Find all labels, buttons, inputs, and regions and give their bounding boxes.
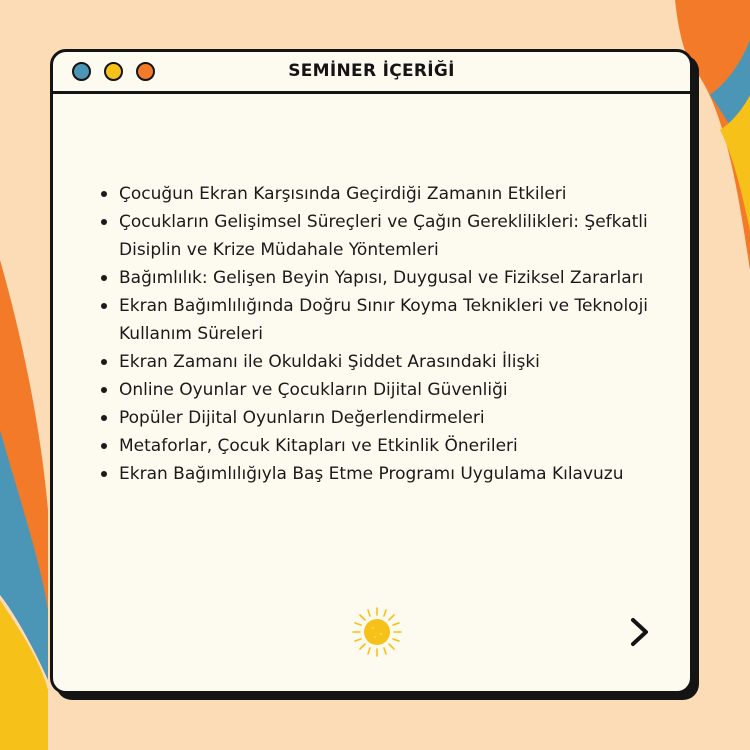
list-item-text: Çocuğun Ekran Karşısında Geçirdiği Zamanın Etkileri [119,184,567,204]
window-title: SEMİNER İÇERİĞİ [288,61,455,81]
bullet-icon [101,219,107,225]
list-item-text: Bağımlılık: Gelişen Beyin Yapısı, Duygusal ve Fiziksel Zararları [119,268,644,288]
seminar-content-list [101,180,661,488]
seminar-window [50,49,693,694]
list-item [101,208,661,264]
bullet-icon [101,191,107,197]
list-item [101,432,661,460]
chevron-right-icon[interactable] [627,616,653,648]
list-item-text: Çocukların Gelişimsel Süreçleri ve Çağın Gereklilikleri: Şefkatli Disiplin ve Krize Müdahale Yöntemleri [119,212,648,260]
bullet-icon [101,443,107,449]
bullet-icon [101,303,107,309]
bullet-icon [101,471,107,477]
list-item-text: Online Oyunlar ve Çocukların Dijital Güvenliği [119,380,508,400]
list-item [101,180,661,208]
list-item-text: Popüler Dijital Oyunların Değerlendirmeleri [119,408,485,428]
bullet-icon [101,359,107,365]
list-item [101,348,661,376]
list-item-text: Ekran Bağımlılığıyla Baş Etme Programı Uygulama Kılavuzu [119,464,624,484]
list-item [101,404,661,432]
bullet-icon [101,387,107,393]
list-item [101,264,661,292]
list-item-text: Ekran Zamanı ile Okuldaki Şiddet Arasındaki İlişki [119,352,540,372]
list-item [101,292,661,348]
list-item [101,460,661,488]
list-item-text: Metaforlar, Çocuk Kitapları ve Etkinlik Önerileri [119,436,518,456]
sun-icon [351,606,403,658]
list-item-text: Ekran Bağımlılığında Doğru Sınır Koyma Teknikleri ve Teknoloji Kullanım Süreleri [119,296,649,344]
window-titlebar [53,52,690,94]
bullet-icon [101,275,107,281]
list-item [101,376,661,404]
bullet-icon [101,415,107,421]
